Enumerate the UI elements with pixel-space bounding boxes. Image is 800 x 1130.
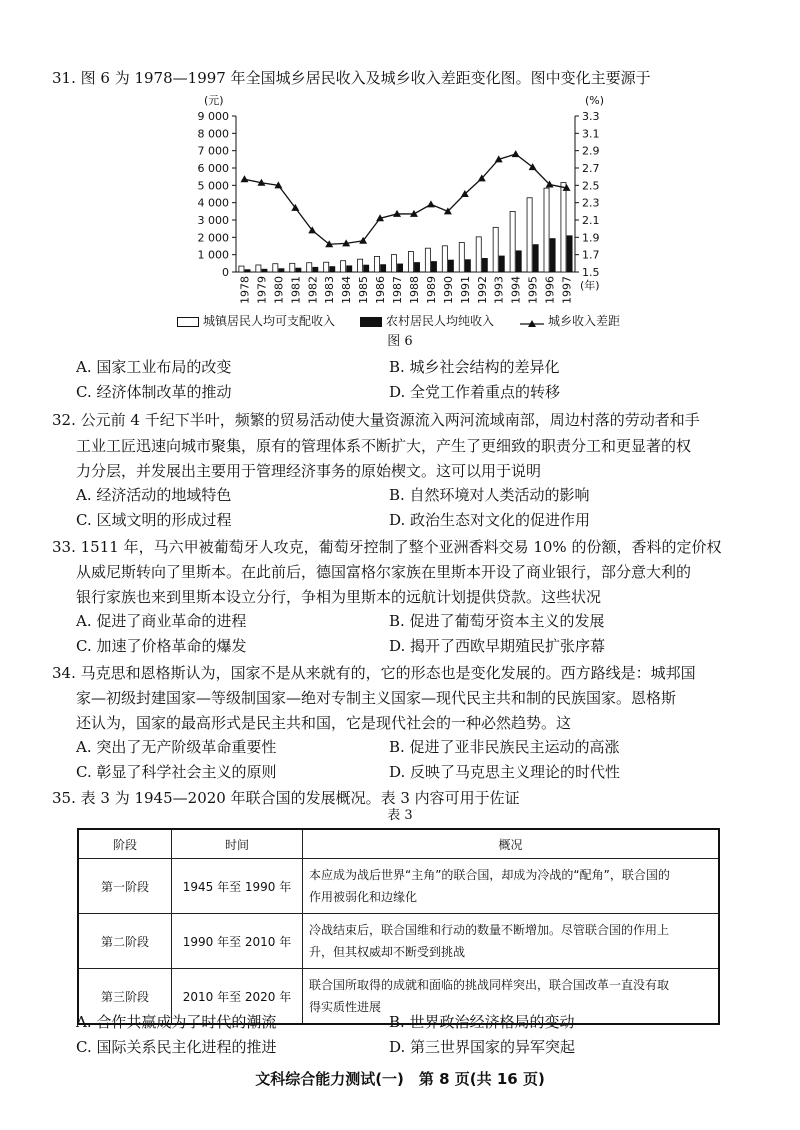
bar-rural-income <box>550 239 555 272</box>
header-time: 时间 <box>172 829 303 859</box>
cell-overview <box>303 859 720 914</box>
page-footer: 文科综合能力测试(一) 第 8 页(共 16 页) <box>255 1070 545 1088</box>
left-axis-tick-label: 5 000 <box>197 179 229 193</box>
bar-rural-income <box>279 269 284 272</box>
bar-rural-income <box>482 258 487 272</box>
bar-urban-income <box>324 262 329 272</box>
q31-option-b: B. 城乡社会结构的差异化 <box>389 358 560 376</box>
bar-urban-income <box>561 183 566 272</box>
bar-rural-income <box>245 270 250 272</box>
bar-rural-income <box>567 236 572 272</box>
legend-rural <box>360 313 494 329</box>
table-header-row <box>78 829 719 859</box>
q35-option-c: C. 国际关系民主化进程的推进 <box>76 1038 277 1056</box>
table-caption: 表 3 <box>387 808 413 823</box>
bar-urban-income <box>239 266 244 272</box>
left-axis-tick-label: 4 000 <box>197 196 229 210</box>
left-axis-tick-label: 1 000 <box>197 248 229 262</box>
q33-line-2: 从威尼斯转向了里斯本。在此前后，德国富格尔家族在里斯本开设了商业银行，部分意大利的 <box>76 563 692 581</box>
q32-option-d: D. 政治生态对文化的促进作用 <box>389 511 591 529</box>
q33-option-c: C. 加速了价格革命的爆发 <box>76 637 247 655</box>
bar-urban-income <box>408 252 413 272</box>
right-axis-tick-label: 1.7 <box>582 248 600 262</box>
q33-option-a: A. 促进了商业革命的进程 <box>76 612 247 630</box>
legend-gap-label: 城乡收入差距 <box>548 314 621 328</box>
legend-gap-swatch <box>520 317 544 327</box>
x-tick-label: 1986 <box>374 276 388 304</box>
q34-option-b: B. 促进了亚非民族民主运动的高涨 <box>389 738 620 756</box>
q32-line-3: 力分层，并发展出主要用于管理经济事务的原始楔文。这可以用于说明 <box>76 462 542 480</box>
right-axis-tick-label: 2.1 <box>582 214 600 227</box>
q35-stem: 35. 表 3 为 1945—2020 年联合国的发展概况。表 3 内容可用于佐证 <box>52 789 520 807</box>
cell-time: 1990 年至 2010 年 <box>172 914 303 969</box>
q33-line-1: 33. 1511 年，马六甲被葡萄牙人攻克，葡萄牙控制了整个亚洲香料交易 10% 的份额，香料的定价权 <box>52 538 722 556</box>
table-row <box>78 859 719 914</box>
bar-rural-income <box>262 269 267 272</box>
left-axis-tick-label: 2 000 <box>197 231 229 245</box>
x-tick-label: 1994 <box>509 276 523 304</box>
left-axis-tick-label: 6 000 <box>197 162 229 175</box>
left-axis-tick-label: 0 <box>222 266 229 279</box>
left-axis-tick-label: 9 000 <box>197 110 229 123</box>
bar-urban-income <box>493 227 498 272</box>
x-tick-label: 1993 <box>492 276 506 304</box>
bar-rural-income <box>381 265 386 272</box>
legend-urban-swatch <box>177 317 199 327</box>
bar-urban-income <box>442 246 447 272</box>
bar-urban-income <box>290 263 295 272</box>
x-tick-label: 1979 <box>255 276 269 304</box>
right-axis-tick-label: 2.3 <box>582 196 600 210</box>
gap-series-line <box>244 154 566 244</box>
gap-marker <box>512 150 520 157</box>
bar-rural-income <box>533 245 538 272</box>
right-axis-unit: (%) <box>585 94 605 107</box>
x-tick-label: 1997 <box>560 276 574 304</box>
legend-urban-label: 城镇居民人均可支配收入 <box>203 314 336 328</box>
q31-stem: 31. 图 6 为 1978—1997 年全国城乡居民收入及城乡收入差距变化图。图中变化主要源于 <box>52 69 651 87</box>
q35-option-a: A. 合作共赢成为了时代的潮流 <box>76 1013 277 1031</box>
bar-rural-income <box>465 260 470 272</box>
x-tick-label: 1996 <box>543 276 557 304</box>
legend-urban <box>177 313 335 329</box>
cell-stage: 第三阶段 <box>78 969 172 1025</box>
x-tick-label: 1980 <box>272 276 286 304</box>
bar-rural-income <box>499 256 504 272</box>
x-axis-unit: (年) <box>580 279 600 292</box>
x-tick-label: 1991 <box>458 276 472 304</box>
x-tick-label: 1988 <box>407 276 421 304</box>
x-tick-label: 1995 <box>526 276 540 304</box>
q31-option-a: A. 国家工业布局的改变 <box>76 358 232 376</box>
bar-urban-income <box>307 263 312 272</box>
bar-rural-income <box>364 265 369 272</box>
gap-marker <box>427 200 435 207</box>
x-tick-label: 1985 <box>357 276 371 304</box>
q32-option-b: B. 自然环境对人类活动的影响 <box>389 486 590 504</box>
q32-line-2: 工业工匠迅速向城市聚集，原有的管理体系不断扩大，产生了更细致的职责分工和更显著的权 <box>76 437 692 455</box>
q35-option-d: D. 第三世界国家的异军突起 <box>389 1038 576 1056</box>
left-axis-tick-label: 7 000 <box>197 144 229 158</box>
q32-option-a: A. 经济活动的地域特色 <box>76 486 232 504</box>
bar-rural-income <box>516 251 521 272</box>
q34-option-a: A. 突出了无产阶级革命重要性 <box>76 738 277 756</box>
left-axis-tick-label: 8 000 <box>197 127 229 141</box>
q34-option-d: D. 反映了马克思主义理论的时代性 <box>389 763 621 781</box>
table-row <box>78 914 719 969</box>
bar-urban-income <box>544 188 549 272</box>
legend-gap <box>520 313 620 329</box>
x-tick-label: 1984 <box>340 276 354 304</box>
header-stage: 阶段 <box>78 829 172 859</box>
cell-time: 2010 年至 2020 年 <box>172 969 303 1025</box>
x-tick-label: 1992 <box>475 276 489 304</box>
bar-urban-income <box>374 256 379 272</box>
right-axis-tick-label: 1.9 <box>582 231 600 245</box>
bar-rural-income <box>330 267 335 272</box>
gap-marker <box>240 175 248 182</box>
q33-line-3: 银行家族也来到里斯本设立分行，争相为里斯本的远航计划提供贷款。这些状况 <box>76 588 602 606</box>
x-tick-label: 1989 <box>424 276 438 304</box>
x-tick-label: 1981 <box>289 276 303 304</box>
bar-rural-income <box>431 262 436 272</box>
overview-line-2: 升，但其权威却不断受到挑战 <box>309 945 466 959</box>
cell-stage: 第一阶段 <box>78 859 172 914</box>
bar-urban-income <box>476 237 481 272</box>
cell-overview <box>303 914 720 969</box>
x-tick-label: 1990 <box>441 276 455 304</box>
q34-line-1: 34. 马克思和恩格斯认为，国家不是从来就有的，它的形态也是变化发展的。西方路线是：城邦国 <box>52 664 696 682</box>
bar-rural-income <box>448 260 453 272</box>
x-tick-label: 1982 <box>306 276 320 304</box>
right-axis-tick-label: 1.5 <box>582 266 600 279</box>
cell-time: 1945 年至 1990 年 <box>172 859 303 914</box>
bar-urban-income <box>425 248 430 272</box>
bar-urban-income <box>341 261 346 272</box>
legend-rural-swatch <box>360 317 382 327</box>
q35-option-b: B. 世界政治经济格局的变动 <box>389 1013 575 1031</box>
q34-option-c: C. 彰显了科学社会主义的原则 <box>76 763 277 781</box>
bar-urban-income <box>527 198 532 272</box>
bar-rural-income <box>313 267 318 272</box>
q31-option-c: C. 经济体制改革的推动 <box>76 383 232 401</box>
cell-stage: 第二阶段 <box>78 914 172 969</box>
q34-line-3: 还认为，国家的最高形式是民主共和国，它是现代社会的一种必然趋势。这 <box>76 714 572 732</box>
x-tick-label: 1983 <box>323 276 337 304</box>
x-tick-label: 1978 <box>238 276 252 304</box>
bar-urban-income <box>391 255 396 272</box>
bar-rural-income <box>347 266 352 272</box>
right-axis-tick-label: 2.5 <box>582 179 600 193</box>
bar-urban-income <box>459 243 464 272</box>
figure-caption: 图 6 <box>387 334 413 349</box>
left-axis-unit: (元) <box>204 94 224 107</box>
overview-line-1: 冷战结束后，联合国维和行动的数量不断增加。尽管联合国的作用上 <box>309 923 670 937</box>
legend-rural-label: 农村居民人均纯收入 <box>386 314 495 328</box>
right-axis-tick-label: 3.3 <box>582 110 600 123</box>
bar-urban-income <box>273 264 278 272</box>
bar-urban-income <box>510 211 515 272</box>
q33-option-b: B. 促进了葡萄牙资本主义的发展 <box>389 612 605 630</box>
bar-rural-income <box>414 263 419 272</box>
un-development-table <box>77 828 720 1025</box>
overview-line-1: 本应成为战后世界“主角”的联合国，却成为冷战的“配角”，联合国的 <box>309 868 670 882</box>
overview-line-2: 得实质性进展 <box>309 1000 382 1014</box>
q34-line-2: 家—初级封建国家—等级制国家—绝对专制主义国家—现代民主共和制的民族国家。恩格斯 <box>76 689 677 707</box>
income-chart <box>170 94 620 314</box>
q32-option-c: C. 区域文明的形成过程 <box>76 511 232 529</box>
q32-line-1: 32. 公元前 4 千纪下半叶，频繁的贸易活动使大量资源流入两河流域南部，周边村落的劳动者和手 <box>52 411 700 429</box>
header-overview: 概况 <box>303 829 720 859</box>
bar-rural-income <box>398 264 403 272</box>
q33-option-d: D. 揭开了西欧早期殖民扩张序幕 <box>389 637 606 655</box>
left-axis-tick-label: 3 000 <box>197 214 229 227</box>
x-tick-label: 1987 <box>391 276 405 304</box>
bar-rural-income <box>296 268 301 272</box>
right-axis-tick-label: 3.1 <box>582 127 600 141</box>
bar-urban-income <box>358 259 363 272</box>
bar-urban-income <box>256 265 261 272</box>
right-axis-tick-label: 2.9 <box>582 144 600 158</box>
right-axis-tick-label: 2.7 <box>582 162 600 175</box>
q31-option-d: D. 全党工作着重点的转移 <box>389 383 561 401</box>
overview-line-1: 联合国所取得的成就和面临的挑战同样突出，联合国改革一直没有取 <box>309 978 670 992</box>
overview-line-2: 作用被弱化和边缘化 <box>309 890 418 904</box>
